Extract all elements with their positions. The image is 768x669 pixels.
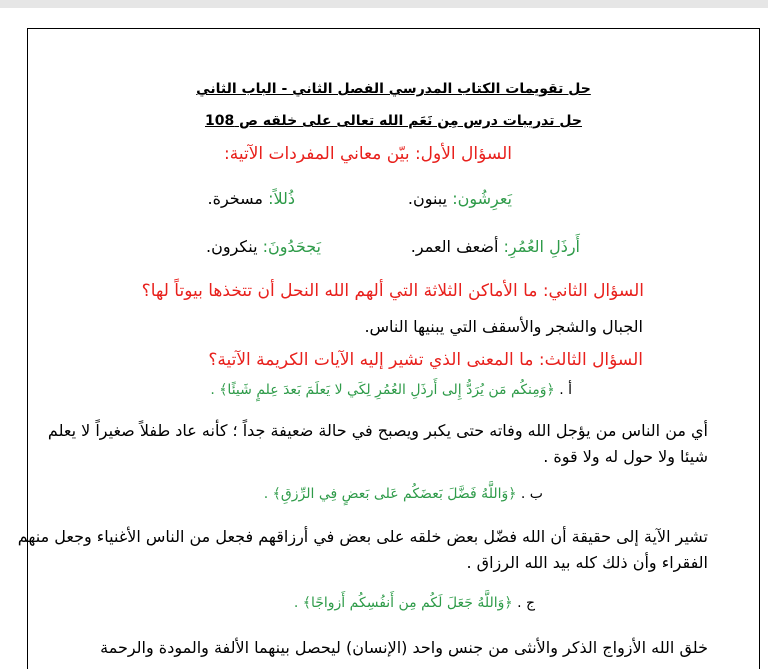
q3-part-b-verse [264,486,543,502]
q3-part-c-answer-line-1: خلق الله الأزواج الذكر والأنثى من جنس واحد (الإنسان) ليحصل بينهما الألفة والمودة والرحمة [100,638,708,657]
q3-part-c-label: ج . [517,595,535,611]
question-3-heading: السؤال الثالث: ما المعنى الذي تشير إليه الآيات الكريمة الآتية؟ [208,350,643,370]
q1-item-2-word: ذُللاً: [268,189,295,208]
q3-part-a-answer-line-2: شيئا ولا حول له ولا قوة . [543,447,708,466]
q3-part-b-label: ب . [520,486,543,502]
q3-part-b-answer-line-1: تشير الآية إلى حقيقة أن الله فضّل بعض خلقه على بعض في أرزاقهم فجعل من الناس الأغنياء وجعل منهم [17,527,708,546]
q3-part-b-verse-text: ﴿وَاللَّهُ فَضَّلَ بَعضَكُم عَلى بَعضٍ فِي الرِّزقِ﴾ . [263,486,517,502]
q3-part-a-verse-text: ﴿وَمِنكُم مَن يُرَدُّ إِلى أَرذَلِ العُمُرِ لِكَي لا يَعلَمَ بَعدَ عِلمٍ شَيئًا﴾ . [210,382,555,398]
q1-item-4-meaning: ينكرون. [206,237,258,256]
q3-part-b-answer-line-2: الفقراء وأن ذلك كله بيد الله الرزاق . [466,553,708,572]
q1-item-1-meaning: يبنون. [407,189,448,208]
q3-part-c-verse [294,595,535,611]
question-1-heading: السؤال الأول: بيّن معاني المفردات الآتية: [224,144,512,164]
q1-item-4 [206,237,321,256]
q1-item-3 [411,237,580,256]
q1-item-1 [408,189,512,208]
q1-item-1-word: يَعرِشُون: [452,189,512,208]
q3-part-c-verse-text: ﴿وَاللَّهُ جَعَلَ لَكُم مِن أَنفُسِكُم أَزواجًا﴾ . [293,595,513,611]
document-page [17,28,760,669]
document-title: حل تقويمات الكتاب المدرسي الفصل الثاني - الباب الثاني [196,81,591,97]
q3-part-a-label: أ . [559,382,572,398]
question-2-heading: السؤال الثاني: ما الأماكن الثلاثة التي ألهم الله النحل أن تتخذها بيوتاً لها؟ [141,281,644,301]
q1-item-2 [208,189,296,208]
question-2-answer: الجبال والشجر والأسقف التي يبنيها الناس. [364,317,643,336]
q3-part-a-answer-line-1: أي من الناس من يؤجل الله وفاته حتى يكبر ويصبح في حالة ضعيفة جداً ؛ كأنه عاد طفلاً صغيراً لا يعلم [47,421,708,440]
viewer-top-bar [0,0,768,8]
q3-part-a-verse [210,382,572,398]
q1-item-4-word: يَجحَدُونَ: [262,237,321,256]
q1-item-3-meaning: أضعف العمر. [410,237,499,256]
lesson-subtitle: حل تدريبات درس مِن نَعَم الله تعالى على خلقه ص 108 [205,113,582,129]
q1-item-2-meaning: مسخرة. [207,189,263,208]
q1-item-3-word: أَرذَلِ العُمُرِ: [503,237,580,256]
